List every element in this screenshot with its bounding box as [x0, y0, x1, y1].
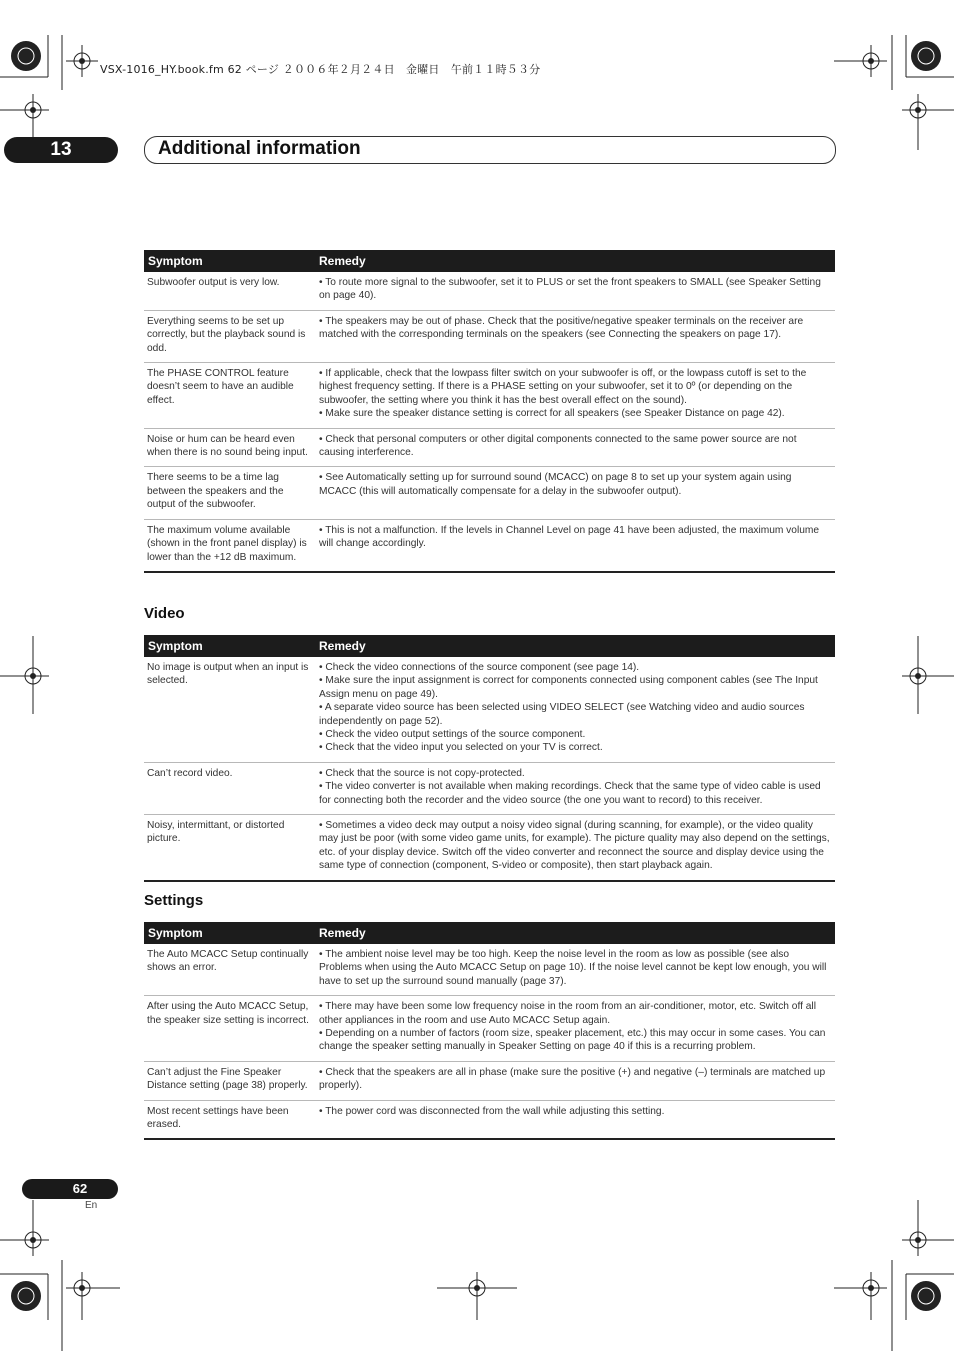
table-row	[144, 944, 835, 996]
symptom-cell: No image is output when an input is selected.	[147, 662, 309, 687]
symptom-cell: There seems to be a time lag between the speakers and the output of the subwoofer.	[147, 472, 284, 511]
remedy-header: Remedy	[319, 639, 366, 653]
symptom-cell: Everything seems to be set up correctly, but the playback sound is odd.	[147, 315, 306, 354]
remedy-item: • Make sure the speaker distance setting is correct for all speakers (see Speaker Distance on page 42).	[319, 408, 785, 420]
remedy-item: • Depending on a number of factors (room size, speaker placement, etc.) this may occur in some cases. You can change the speaker setting manually in Speaker Setting on page 40 if this is a recurring problem.	[319, 1028, 826, 1053]
table-row	[144, 272, 835, 311]
remedy-item: • There may have been some low frequency noise in the room from an air-conditioner, motor, etc. Switch off all other appliances in the room and use Auto MCACC Setup again.	[319, 1001, 816, 1026]
remedy-item: • The video converter is not available when making recordings. Check that the same type of video cable is used for connecting both the recorder and the video source (the one you want to record) to this receiver.	[319, 781, 821, 806]
page-language: En	[85, 1200, 98, 1211]
symptom-cell: The maximum volume available (shown in the front panel display) is lower than the +12 dB maximum.	[147, 524, 307, 563]
remedy-header: Remedy	[319, 926, 366, 940]
remedy-cell	[315, 467, 835, 518]
table-header	[144, 250, 835, 272]
table-row	[144, 311, 835, 363]
remedy-item: • Check that the speakers are all in phase (make sure the positive (+) and negative (–) terminals are matched up properly).	[319, 1066, 826, 1092]
symptom-cell: The Auto MCACC Setup continually shows an error.	[147, 949, 309, 974]
video-section-title: Video	[144, 605, 185, 622]
remedy-cell	[315, 429, 835, 467]
remedy-item: • The ambient noise level may be too high. Keep the noise level in the room as low as possible (see also Problems when using the Auto MCACC Setup on page 10). If the noise level cannot be kept low enough, you will have to set up the surround sound manually (page 37).	[319, 949, 827, 987]
chapter-number: 13	[4, 137, 118, 163]
symptom-cell: Most recent settings have been erased.	[147, 1105, 289, 1131]
chapter-title: Additional information	[158, 138, 361, 159]
remedy-item: • Check the video connections of the source component (see page 14).	[319, 662, 640, 673]
table-row	[144, 429, 835, 468]
remedy-cell	[315, 996, 835, 1061]
remedy-cell	[315, 520, 835, 571]
page-number-tab	[22, 1179, 118, 1199]
remedy-item: • See Automatically setting up for surround sound (MCACC) on page 8 to set up your system again using MCACC (this will automatically compensate for a delay in the subwoofer output).	[319, 472, 792, 497]
symptom-cell: Can’t record video.	[147, 767, 233, 779]
remedy-header: Remedy	[319, 254, 366, 268]
table-row	[144, 763, 835, 815]
subwoofer-table	[144, 250, 835, 573]
table-row	[144, 1101, 835, 1141]
symptom-cell: The PHASE CONTROL feature doesn’t seem to have an audible effect.	[147, 368, 294, 406]
remedy-item: • Check that personal computers or other digital components connected to the same power source are not causing interference.	[319, 433, 797, 459]
remedy-item: • Check that the source is not copy-protected.	[319, 767, 525, 779]
remedy-cell	[315, 311, 835, 362]
symptom-cell: Noise or hum can be heard even when there is no sound being input.	[147, 433, 308, 459]
page-number: 62	[72, 1181, 88, 1196]
remedy-item: • Sometimes a video deck may output a noisy video signal (during scanning, for example), or the video quality may just be poor (with some video game units, for example). The picture quality may also depend on the settings, etc. of your display device. Switch off the video converter and reconnect the source and display device using the same type of connection (component, S-video or composite), then start playback again.	[319, 820, 830, 872]
remedy-cell	[315, 1062, 835, 1100]
remedy-item: • If applicable, check that the lowpass filter switch on your subwoofer is off, or the lowpass cutoff is set to the highest frequency setting. If there is a PHASE setting on your subwoofer, set it to 0º (or depending on the subwoofer, the setting where you think it has the best overall effect on the sound).	[319, 368, 807, 406]
remedy-item: • The speakers may be out of phase. Check that the positive/negative speaker terminals on the receiver are matched with the corresponding terminals on the speakers (see Connecting the speakers on page 17).	[319, 315, 804, 341]
remedy-cell	[315, 944, 835, 995]
remedy-item: • This is not a malfunction. If the levels in Channel Level on page 41 have been adjusted, the maximum volume will change accordingly.	[319, 524, 820, 550]
symptom-cell: Subwoofer output is very low.	[147, 277, 280, 288]
table-header	[144, 635, 835, 657]
table-row	[144, 520, 835, 573]
table-row	[144, 1062, 835, 1101]
symptom-cell: Noisy, intermittant, or distorted picture.	[147, 820, 285, 845]
symptom-cell: After using the Auto MCACC Setup, the speaker size setting is incorrect.	[147, 1001, 309, 1026]
remedy-item: • Make sure the input assignment is correct for components connected using component cables (see The Input Assign menu on page 49).	[319, 675, 818, 700]
table-row	[144, 363, 835, 429]
table-header	[144, 922, 835, 944]
table-row	[144, 815, 835, 882]
remedy-item: • Check the video output settings of the source component.	[319, 729, 586, 741]
symptom-header: Symptom	[148, 254, 203, 268]
remedy-cell	[315, 363, 835, 428]
symptom-header: Symptom	[148, 639, 203, 653]
settings-section-title: Settings	[144, 892, 204, 909]
table-row	[144, 657, 835, 763]
file-header: VSX-1016_HY.book.fm 62 ページ ２００６年２月２４日 金曜日 午前１１時５３分	[100, 63, 541, 76]
remedy-item: • A separate video source has been selected using VIDEO SELECT (see Watching video and audio sources independently on page 52).	[319, 702, 805, 727]
remedy-cell	[315, 1101, 835, 1139]
table-row	[144, 996, 835, 1062]
remedy-item: • Check that the video input you selected on your TV is correct.	[319, 742, 603, 754]
symptom-header: Symptom	[148, 926, 203, 940]
remedy-item: • To route more signal to the subwoofer, set it to PLUS or set the front speakers to SMALL (see Speaker Setting on page 40).	[319, 277, 821, 302]
video-table	[144, 635, 835, 882]
remedy-cell	[315, 815, 835, 880]
remedy-item: • The power cord was disconnected from the wall while adjusting this setting.	[319, 1105, 665, 1117]
symptom-cell: Can’t adjust the Fine Speaker Distance setting (page 38) properly.	[147, 1066, 308, 1092]
remedy-cell	[315, 763, 835, 814]
remedy-cell	[315, 272, 835, 310]
table-row	[144, 467, 835, 519]
remedy-cell	[315, 657, 835, 762]
settings-table	[144, 922, 835, 1140]
